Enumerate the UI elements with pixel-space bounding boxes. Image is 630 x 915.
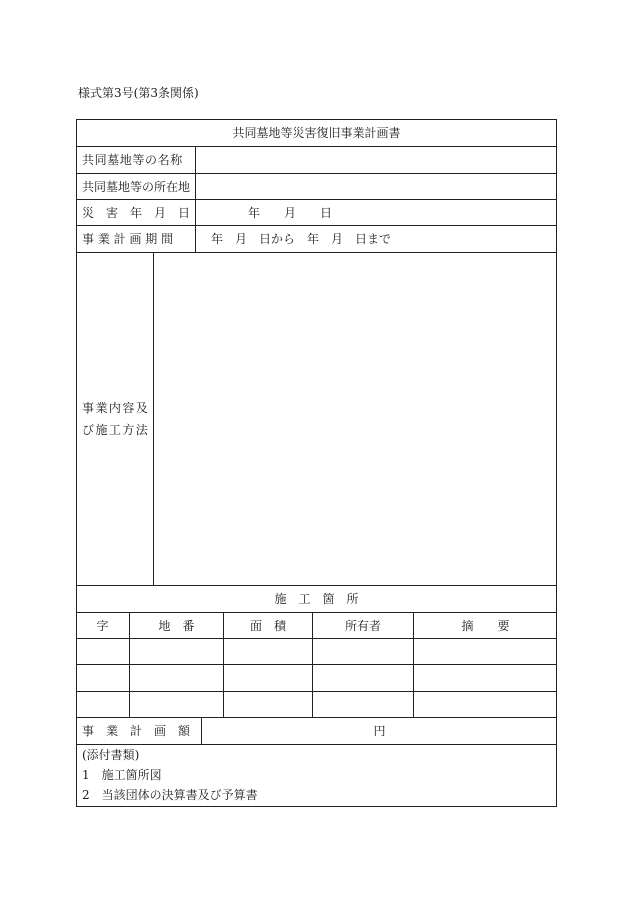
construction-sites-header: 施 工 箇 所 — [274, 592, 359, 606]
column-header-lot-number: 地 番 — [158, 618, 195, 633]
site-cell-lot-number[interactable] — [130, 638, 223, 664]
site-cell-owner[interactable] — [313, 691, 413, 717]
site-cell-remarks[interactable] — [414, 691, 557, 717]
project-amount-field[interactable]: 円 — [373, 724, 386, 738]
attachment-item: 1 施工箇所図 — [82, 767, 162, 782]
column-header-remarks: 摘 要 — [461, 618, 510, 633]
site-cell-lot-number[interactable] — [130, 691, 223, 717]
column-header-area: 面 積 — [249, 618, 286, 633]
site-cell-remarks[interactable] — [414, 638, 557, 664]
site-cell-lot-number[interactable] — [130, 664, 223, 691]
disaster-date-label: 災 害 年 月 日 — [82, 205, 191, 220]
site-cell-aza[interactable] — [76, 664, 129, 691]
content-method-field[interactable] — [154, 252, 557, 585]
form-number-caption: 様式第3号(第3条関係) — [78, 86, 199, 100]
column-header-owner: 所有者 — [344, 618, 381, 633]
location-field[interactable] — [196, 173, 557, 199]
project-period-label: 事 業 計 画 期 間 — [82, 232, 174, 246]
content-method-label: 事業内容及び施工方法 — [82, 401, 150, 437]
site-cell-area[interactable] — [224, 691, 312, 717]
location-label: 共同墓地等の所在地 — [82, 179, 191, 194]
site-cell-owner[interactable] — [313, 638, 413, 664]
project-plan-form — [76, 119, 557, 807]
attachments-heading: (添付書類) — [82, 747, 140, 762]
name-label: 共同墓地等の名称 — [82, 153, 183, 167]
site-cell-area[interactable] — [224, 638, 312, 664]
site-cell-area[interactable] — [224, 664, 312, 691]
disaster-date-field[interactable]: 年 月 日 — [247, 205, 332, 220]
name-field[interactable] — [196, 146, 557, 173]
column-header-aza: 字 — [96, 618, 109, 633]
project-amount-label: 事 業 計 画 額 — [82, 724, 191, 738]
attachment-item: 2 当該団体の決算書及び予算書 — [82, 787, 258, 802]
project-period-field[interactable]: 年 月 日から 年 月 日まで — [211, 232, 392, 246]
site-cell-aza[interactable] — [76, 638, 129, 664]
site-cell-aza[interactable] — [76, 691, 129, 717]
form-title: 共同墓地等災害復旧事業計画書 — [232, 126, 401, 140]
site-cell-owner[interactable] — [313, 664, 413, 691]
site-cell-remarks[interactable] — [414, 664, 557, 691]
